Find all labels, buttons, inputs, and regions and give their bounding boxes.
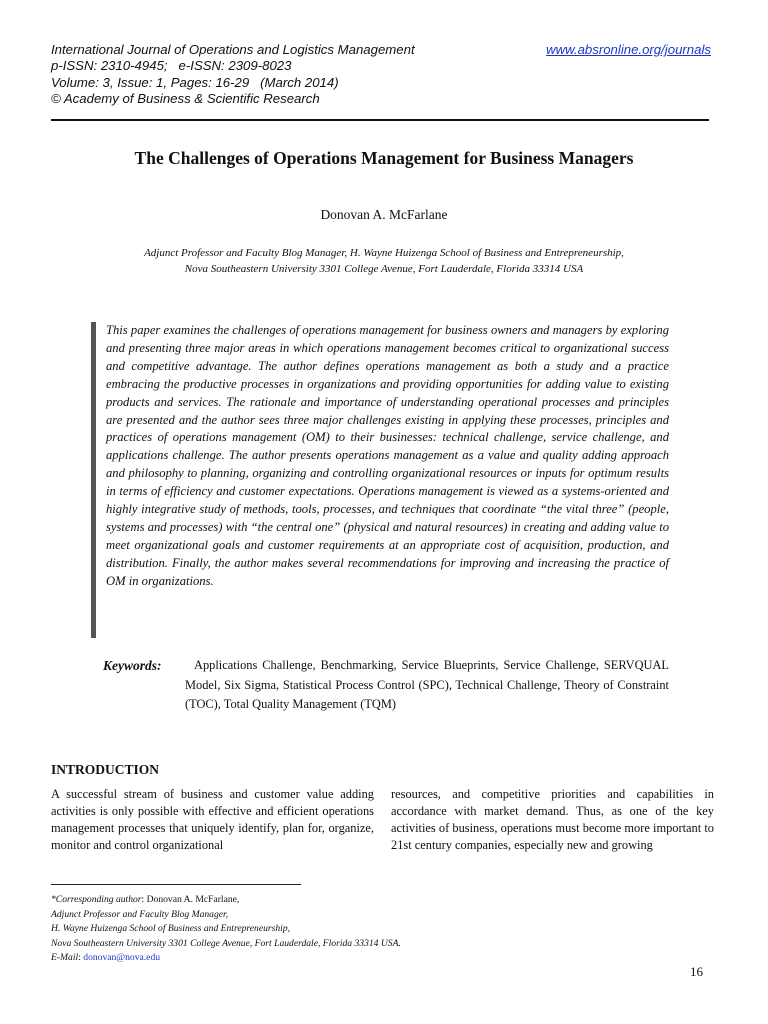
corresponding-label: *Corresponding author bbox=[51, 894, 142, 905]
footnote-email: E-Mail: donovan@nova.edu bbox=[51, 952, 161, 964]
email-link[interactable]: donovan@nova.edu bbox=[83, 952, 161, 964]
footnote-corresponding bbox=[51, 893, 711, 908]
journal-header bbox=[51, 42, 711, 107]
footnote-divider bbox=[51, 884, 301, 885]
keywords-block bbox=[103, 656, 669, 715]
abstract-block bbox=[91, 322, 669, 638]
affiliation-line-2: Nova Southeastern University 3301 College Avenue, Fort Lauderdale, Florida 33314 USA bbox=[184, 262, 584, 275]
journal-volume: Volume: 3, Issue: 1, Pages: 16-29 (March 2014) bbox=[51, 74, 339, 90]
introduction-heading: INTRODUCTION bbox=[51, 762, 160, 777]
page-number: 16 bbox=[690, 964, 703, 979]
email-label: E-Mail bbox=[51, 952, 79, 964]
journal-issn: p-ISSN: 2310-4945; e-ISSN: 2309-8023 bbox=[51, 58, 292, 74]
intro-right-column: resources, and competitive priorities and capabilities in accordance with market demand. Thus, as one of the key activities of business, operations must become more important to 21st century companies, especially new and growing bbox=[391, 787, 714, 852]
footnotes bbox=[51, 893, 711, 966]
footnote-line-4: Nova Southeastern University 3301 College Avenue, Fort Lauderdale, Florida 33314 USA. bbox=[51, 937, 401, 949]
author-affiliation bbox=[60, 246, 708, 277]
intro-left-column: A successful stream of business and customer value adding activities is only possible with effective and efficient operations management processes that uniquely identify, plan for, organize, monitor and control organizational bbox=[51, 787, 374, 852]
keywords-text: Applications Challenge, Benchmarking, Service Blueprints, Service Challenge, SERVQUAL Model, Six Sigma, Statistical Process Control (SPC), Technical Challenge, Theory of Constraint (TOC), Total Quality Management (TQM) bbox=[185, 658, 669, 711]
keywords-label: Keywords: bbox=[103, 658, 162, 673]
journal-url-link[interactable]: www.absronline.org/journals bbox=[546, 42, 711, 57]
journal-copyright: © Academy of Business & Scientific Research bbox=[51, 90, 320, 106]
abstract-text: This paper examines the challenges of operations management for business owners and managers by exploring and presenting three major areas in which operations management becomes critical to organizational success and competitive advantage. The author defines operations management as both a study and a practice embracing the productive processes in organizations and providing opportunities for adding value to existing products and services. The rationale and importance of understanding operational processes and principles are presented and the author sees three major challenges existing in applying these processes, principles and practices of operations management (OM) to their businesses: technical challenge, service challenge, and applications challenge. The author presents operations management as a value and quality adding approach and philosophy to planning, organizing and controlling organizational resources or inputs for optimum results in terms of efficiency and customer expectations. Operations management is viewed as a systems-oriented and highly integrative study of methods, tools, processes, and techniques that coordinate “the vital three” (people, systems and processes) with “the central one” (physical and natural resources) in creating and adding value to meet organizational goals and customer requirements at an appropriate cost of acquisition, production, and distribution. Finally, the author makes several recommendations for improving and increasing the practice of OM in organizations. bbox=[106, 323, 669, 588]
header-divider bbox=[51, 119, 709, 121]
journal-name: International Journal of Operations and Logistics Management bbox=[51, 42, 415, 57]
author-name: Donovan A. McFarlane bbox=[320, 207, 448, 222]
article-title: The Challenges of Operations Management for Business Managers bbox=[134, 148, 634, 168]
affiliation-line-1: Adjunct Professor and Faculty Blog Manager, H. Wayne Huizenga School of Business and Entrepreneurship, bbox=[144, 247, 624, 259]
footnote-line-3: H. Wayne Huizenga School of Business and Entrepreneurship, bbox=[51, 923, 291, 935]
footnote-line-2: Adjunct Professor and Faculty Blog Manager, bbox=[51, 908, 229, 920]
corresponding-name: : Donovan A. McFarlane, bbox=[141, 894, 240, 905]
